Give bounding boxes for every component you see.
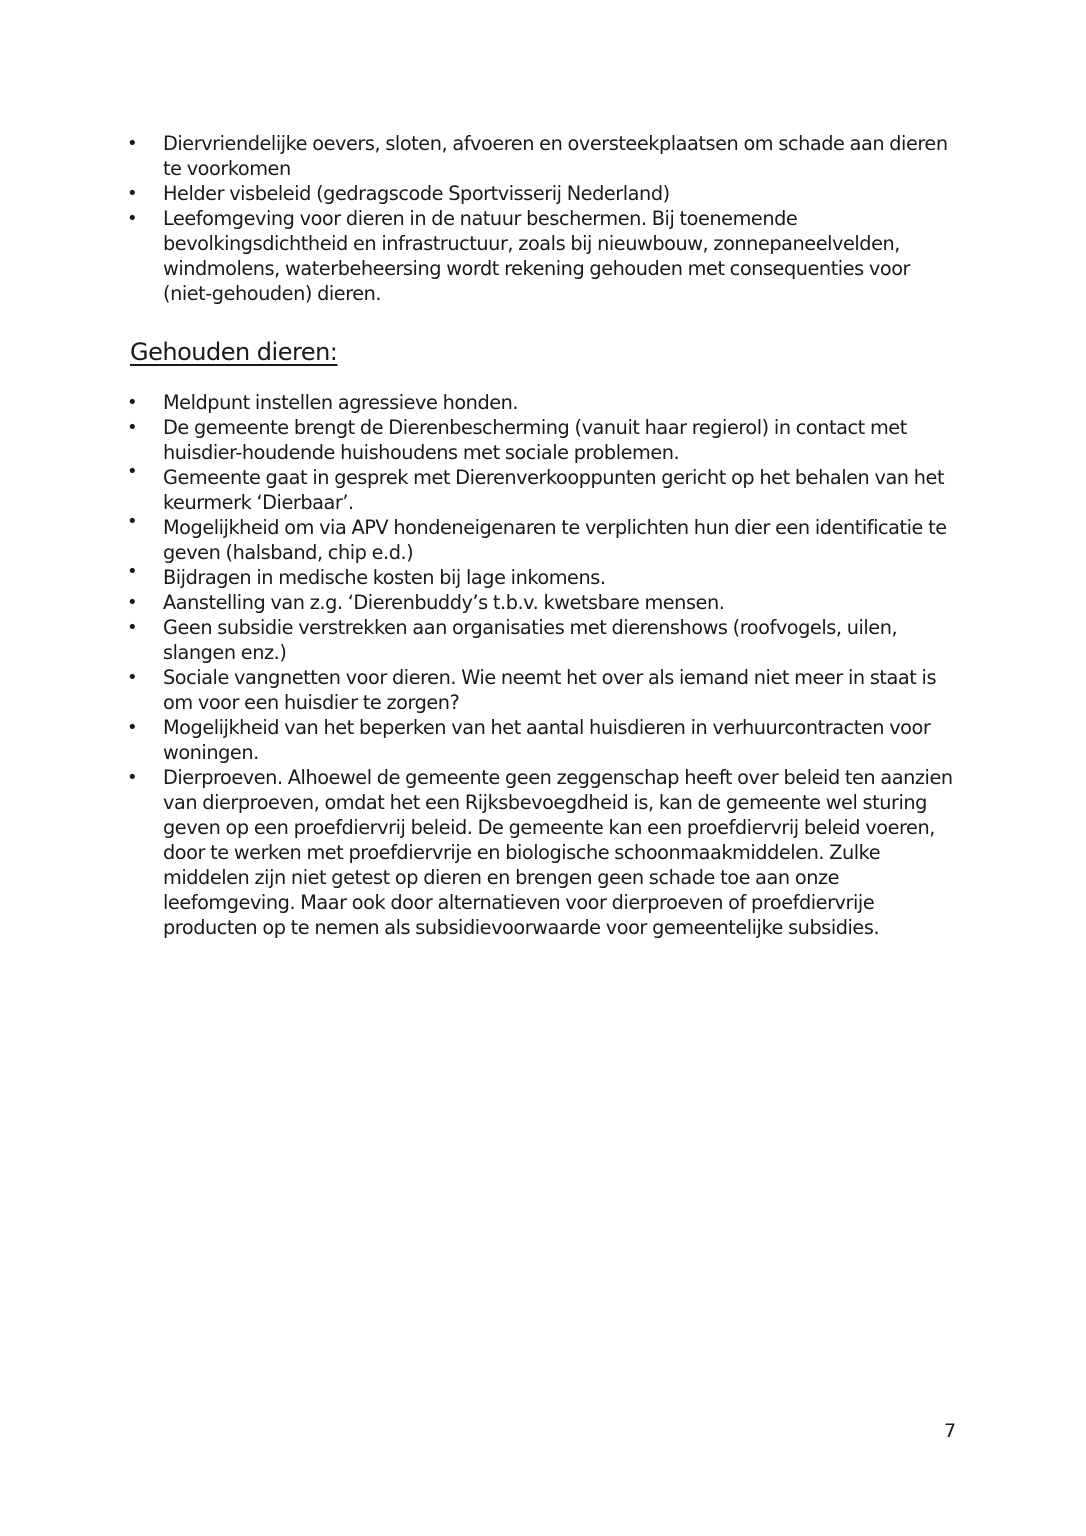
list-item-text: Mogelijkheid om via APV hondeneigenaren te verplichten hun dier een identificatie te geven (halsband, chip e.d.) [163,516,947,564]
list-item-text: Diervriendelijke oevers, sloten, afvoeren en oversteekplaatsen om schade aan dieren te voorkomen [163,132,948,180]
list-item [126,511,956,565]
page-number: 7 [944,1420,957,1442]
list-item-text: Geen subsidie verstrekken aan organisaties met dierenshows (roofvogels, uilen, slangen enz.) [163,616,898,664]
bullet-icon: • [127,592,138,613]
bullet-icon: • [127,183,138,204]
list-item [126,765,956,940]
bullet-icon: • [127,417,138,438]
list-item [126,206,956,306]
list-item [126,390,956,415]
list-item [126,665,956,715]
bullet-icon: • [127,667,138,688]
list-item [126,715,956,765]
bullet-icon: • [127,208,138,229]
list-item [126,615,956,665]
list-item [126,181,956,206]
bullet-icon: • [127,461,138,482]
bullet-icon: • [127,511,138,532]
list-item-text: Sociale vangnetten voor dieren. Wie neemt het over als iemand niet meer in staat is om voor een huisdier te zorgen? [163,666,937,714]
bullet-icon: • [127,617,138,638]
bullet-icon: • [127,133,138,154]
list-item-text: Mogelijkheid van het beperken van het aantal huisdieren in verhuurcontracten voor woningen. [163,716,931,764]
list-item [126,590,956,615]
list-item-text: De gemeente brengt de Dierenbescherming (vanuit haar regierol) in contact met huisdier-houdende huishoudens met sociale problemen. [163,416,907,464]
list-item-text: Gemeente gaat in gesprek met Dierenverkooppunten gericht op het behalen van het keurmerk ‘Dierbaar’. [163,466,945,514]
list-item [126,461,956,515]
bullet-icon: • [127,392,138,413]
list-item-text: Meldpunt instellen agressieve honden. [163,391,519,414]
list-item-text: Aanstelling van z.g. ‘Dierenbuddy’s t.b.v. kwetsbare mensen. [163,591,725,614]
bullet-icon: • [127,767,138,788]
list-item-text: Leefomgeving voor dieren in de natuur beschermen. Bij toenemende bevolkingsdichtheid en infrastructuur, zoals bij nieuwbouw, zonnepaneelvelden, windmolens, waterbeheersing wordt rekening gehouden met consequenties voor (niet-gehouden) dieren. [163,207,911,305]
list-item-text: Dierproeven. Alhoewel de gemeente geen zeggenschap heeft over beleid ten aanzien van dierproeven, omdat het een Rijksbevoegdheid is, kan de gemeente wel sturing geven op een proefdiervrij beleid. De gemeente kan een proefdiervrij beleid voeren, door te werken met proefdiervrije en biologische schoonmaakmiddelen. Zulke middelen zijn niet getest op dieren en brengen geen schade toe aan onze leefomgeving. Maar ook door alternatieven voor dierproeven of proefdiervrije producten op te nemen als subsidievoorwaarde voor gemeentelijke subsidies. [163,766,953,939]
bullet-icon: • [127,717,138,738]
list-item-text: Helder visbeleid (gedragscode Sportvisserij Nederland) [163,182,670,205]
kept-animals-bullet-list [126,390,956,940]
list-item [126,415,956,465]
bullet-icon: • [127,561,138,582]
section-heading: Gehouden dieren: [130,338,338,366]
list-item [126,561,956,590]
list-item-text: Bijdragen in medische kosten bij lage inkomens. [163,566,606,589]
list-item [126,131,956,181]
intro-bullet-list [126,131,956,306]
